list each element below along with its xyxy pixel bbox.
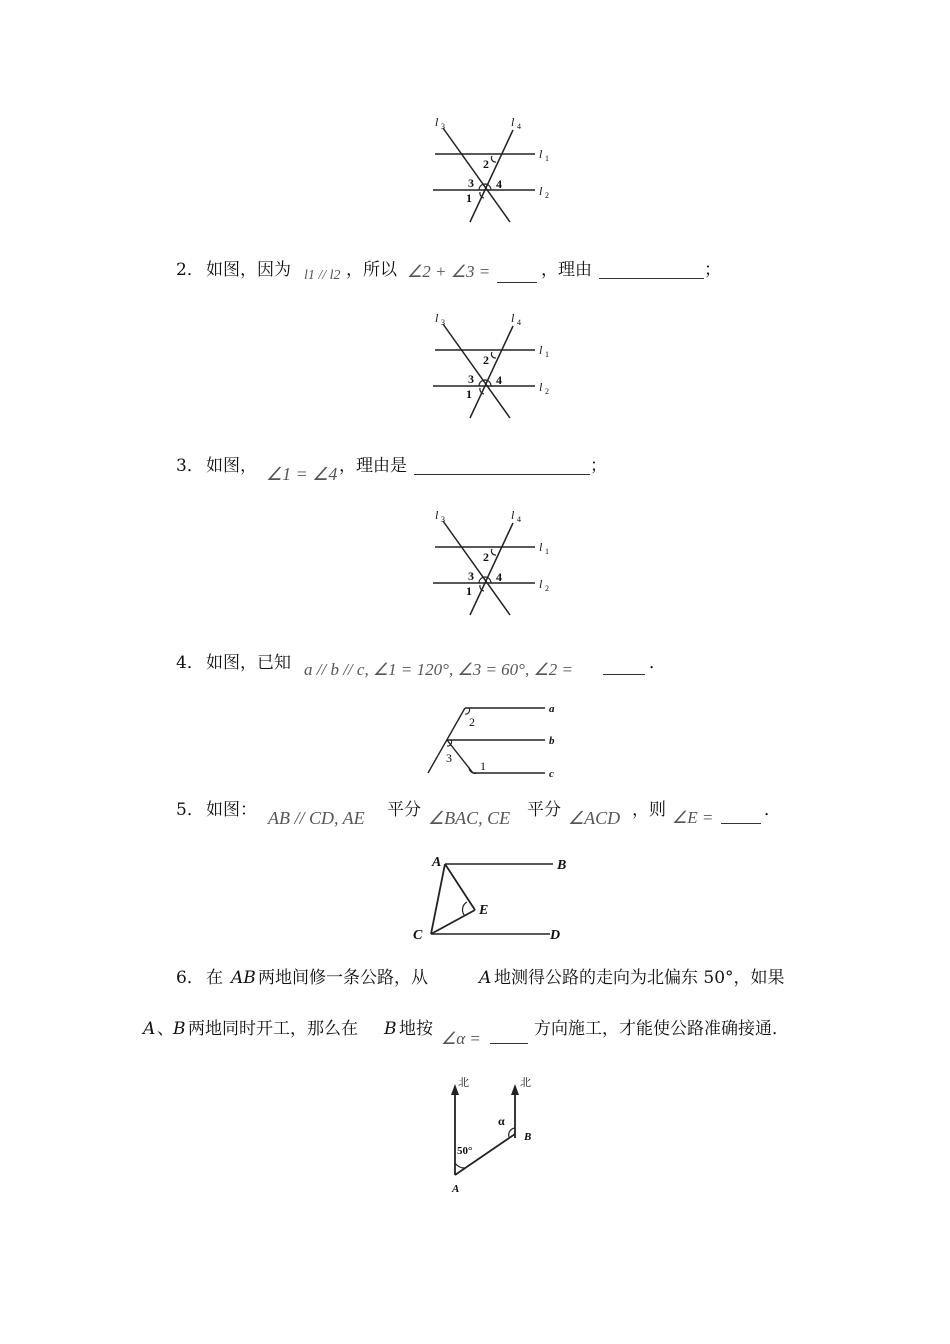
svg-text:4: 4 [496, 373, 502, 387]
svg-text:3: 3 [468, 176, 474, 190]
svg-text:2: 2 [483, 157, 489, 171]
svg-text:l: l [539, 380, 543, 394]
parallel-lines-figure-2 [425, 306, 565, 421]
svg-text:2: 2 [469, 715, 475, 729]
svg-text:c: c [549, 768, 554, 780]
svg-text:α: α [498, 1114, 505, 1128]
svg-text:l: l [539, 147, 543, 161]
svg-text:2: 2 [483, 353, 489, 367]
parallel-lines-figure-3 [425, 503, 565, 618]
svg-text:D: D [550, 928, 561, 943]
svg-text:1: 1 [480, 759, 486, 773]
answer-blank[interactable] [490, 1027, 528, 1044]
svg-text:l: l [511, 311, 515, 325]
answer-blank[interactable] [414, 458, 590, 475]
svg-text:4: 4 [517, 318, 521, 327]
svg-text:l: l [435, 115, 439, 129]
svg-text:2: 2 [545, 387, 549, 396]
svg-text:50°: 50° [457, 1145, 473, 1157]
svg-text:l: l [435, 508, 439, 522]
svg-text:A: A [452, 1183, 460, 1195]
svg-text:2: 2 [545, 191, 549, 200]
svg-text:l: l [539, 343, 543, 357]
answer-blank[interactable] [497, 266, 537, 283]
svg-text:3: 3 [468, 372, 474, 386]
svg-text:B: B [557, 858, 567, 873]
svg-text:l: l [539, 184, 543, 198]
svg-text:a: a [549, 703, 555, 715]
svg-text:E: E [479, 903, 489, 918]
svg-text:2: 2 [545, 584, 549, 593]
svg-text:3: 3 [441, 122, 445, 131]
abcd-triangle-figure [405, 850, 575, 945]
svg-text:A: A [432, 855, 442, 870]
svg-text:4: 4 [496, 570, 502, 584]
svg-text:l: l [511, 115, 515, 129]
answer-blank[interactable] [721, 807, 761, 824]
svg-text:b: b [549, 735, 555, 747]
svg-text:l: l [435, 311, 439, 325]
svg-text:3: 3 [446, 751, 452, 765]
svg-text:1: 1 [466, 387, 472, 401]
svg-text:l: l [539, 577, 543, 591]
answer-blank[interactable] [603, 658, 645, 675]
svg-text:3: 3 [468, 569, 474, 583]
three-parallel-lines-figure [425, 698, 565, 780]
svg-text:C: C [413, 928, 423, 943]
svg-text:北: 北 [458, 1077, 469, 1089]
svg-text:l: l [511, 508, 515, 522]
answer-blank[interactable] [599, 262, 704, 279]
svg-text:1: 1 [466, 191, 472, 205]
parallel-lines-figure-1 [425, 110, 565, 225]
svg-text:1: 1 [466, 584, 472, 598]
svg-text:4: 4 [517, 122, 521, 131]
svg-text:北: 北 [520, 1077, 531, 1089]
svg-text:l: l [539, 540, 543, 554]
svg-text:2: 2 [483, 550, 489, 564]
svg-text:B: B [524, 1131, 532, 1143]
bearing-figure [440, 1070, 550, 1200]
svg-text:1: 1 [545, 350, 549, 359]
svg-text:3: 3 [441, 318, 445, 327]
svg-text:4: 4 [496, 177, 502, 191]
svg-text:4: 4 [517, 515, 521, 524]
svg-text:3: 3 [441, 515, 445, 524]
svg-text:1: 1 [545, 547, 549, 556]
svg-text:1: 1 [545, 154, 549, 163]
